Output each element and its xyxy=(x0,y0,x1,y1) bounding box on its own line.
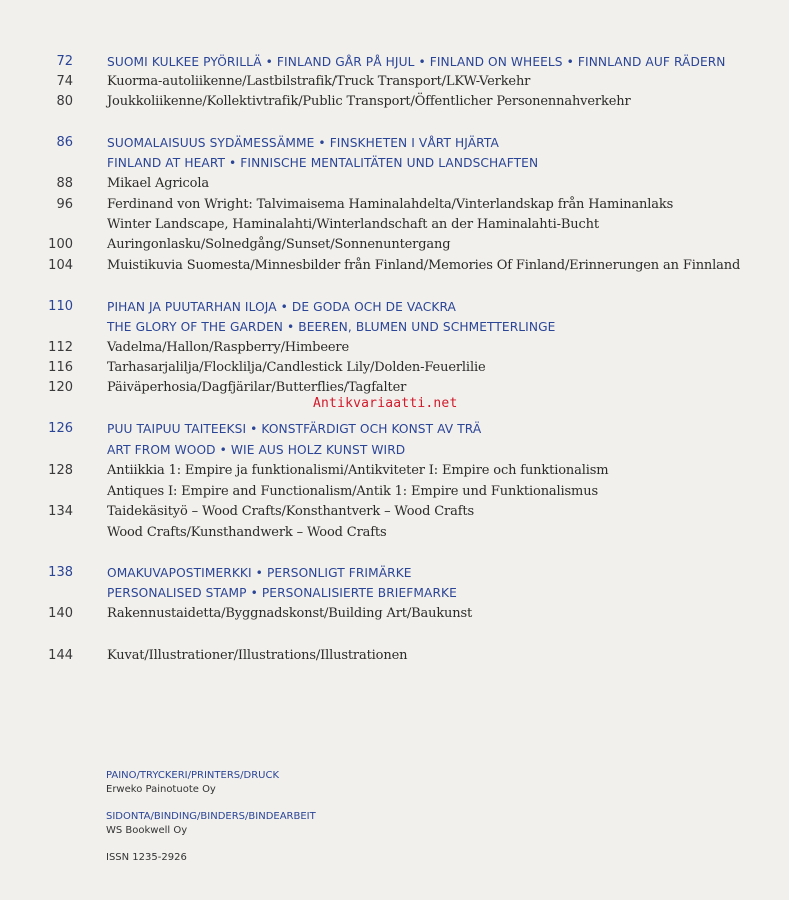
toc-row xyxy=(0,440,789,460)
toc-entry: Vadelma/Hallon/Raspberry/Himbeere xyxy=(107,340,350,355)
page-number: 116 xyxy=(48,360,73,375)
binders-value: WS Bookwell Oy xyxy=(106,825,188,836)
page-number: 80 xyxy=(56,94,73,109)
page-number: 140 xyxy=(48,606,73,621)
page-number: 134 xyxy=(48,504,73,519)
toc-row xyxy=(0,646,789,666)
page-number: 96 xyxy=(56,197,73,212)
page-number: 86 xyxy=(56,135,73,150)
section-heading: OMAKUVAPOSTIMERKKI • PERSONLIGT FRIMÄRKE xyxy=(107,566,412,580)
toc-row xyxy=(0,482,789,502)
page-number: 126 xyxy=(48,421,73,436)
page-number: 112 xyxy=(48,340,73,355)
toc-row xyxy=(0,92,789,112)
section-heading: PIHAN JA PUUTARHAN ILOJA • DE GODA OCH DE VACKRA xyxy=(107,300,456,314)
toc-row xyxy=(0,523,789,543)
toc-row xyxy=(0,174,789,194)
toc-entry: Kuorma-autoliikenne/Lastbilstrafik/Truck Transport/LKW-Verkehr xyxy=(107,74,531,89)
toc-row xyxy=(0,317,789,337)
toc-row xyxy=(0,338,789,358)
toc-row xyxy=(0,133,789,153)
toc-row xyxy=(0,297,789,317)
page-number: 110 xyxy=(48,299,73,314)
toc-entry: Wood Crafts/Kunsthandwerk – Wood Crafts xyxy=(107,525,387,540)
toc-row xyxy=(0,604,789,624)
toc-entry: Auringonlasku/Solnedgång/Sunset/Sonnenuntergang xyxy=(107,237,451,252)
page-number: 72 xyxy=(56,54,73,69)
toc-row xyxy=(0,235,789,255)
printers-label: PAINO/TRYCKERI/PRINTERS/DRUCK xyxy=(106,770,280,781)
toc-entry: Joukkoliikenne/Kollektivtrafik/Public Transport/Öffentlicher Personennahverkehr xyxy=(107,94,631,109)
section-heading: PERSONALISED STAMP • PERSONALISIERTE BRIEFMARKE xyxy=(107,586,457,600)
toc-row xyxy=(0,72,789,92)
page-number: 128 xyxy=(48,463,73,478)
toc-entry: Taidekäsityö – Wood Crafts/Konsthantverk – Wood Crafts xyxy=(107,504,474,519)
toc-entry: Tarhasarjalilja/Flocklilja/Candlestick Lily/Dolden-Feuerlilie xyxy=(107,360,486,375)
section-heading: THE GLORY OF THE GARDEN • BEEREN, BLUMEN UND SCHMETTERLINGE xyxy=(107,320,556,334)
toc-row xyxy=(0,52,789,72)
printers-value: Erweko Painotuote Oy xyxy=(106,784,216,795)
toc-row xyxy=(0,583,789,603)
page-number: 88 xyxy=(56,176,73,191)
section-heading: SUOMALAISUUS SYDÄMESSÄMME • FINSKHETEN I VÅRT HJÄRTA xyxy=(107,136,499,150)
toc-entry: Rakennustaidetta/Byggnadskonst/Building Art/Baukunst xyxy=(107,606,473,621)
toc-row xyxy=(0,378,789,398)
toc-row xyxy=(0,563,789,583)
toc-row xyxy=(0,358,789,378)
toc-entry: Päiväperhosia/Dagfjärilar/Butterflies/Tagfalter xyxy=(107,380,407,395)
watermark: Antikvariaatti.net xyxy=(313,396,458,411)
page-number: 74 xyxy=(56,74,73,89)
page-number: 100 xyxy=(48,237,73,252)
issn: ISSN 1235-2926 xyxy=(106,852,187,863)
section-heading: ART FROM WOOD • WIE AUS HOLZ KUNST WIRD xyxy=(107,443,406,457)
toc-entry: Antiikkia 1: Empire ja funktionalismi/Antikviteter I: Empire och funktionalism xyxy=(107,463,609,478)
toc-row xyxy=(0,153,789,173)
page-number: 120 xyxy=(48,380,73,395)
toc-row xyxy=(0,419,789,439)
toc-row xyxy=(0,461,789,481)
page-number: 104 xyxy=(48,258,73,273)
toc-row xyxy=(0,502,789,522)
toc-entry: Muistikuvia Suomesta/Minnesbilder från Finland/Memories Of Finland/Erinnerungen an Finnland xyxy=(107,258,741,273)
toc-entry: Winter Landscape, Haminalahti/Winterlandschaft an der Haminalahti-Bucht xyxy=(107,217,599,232)
section-heading: PUU TAIPUU TAITEEKSI • KONSTFÄRDIGT OCH KONST AV TRÄ xyxy=(107,422,482,436)
toc-row xyxy=(0,215,789,235)
toc-row xyxy=(0,256,789,276)
toc-entry: Mikael Agricola xyxy=(107,176,209,191)
section-heading: SUOMI KULKEE PYÖRILLÄ • FINLAND GÅR PÅ HJUL • FINLAND ON WHEELS • FINNLAND AUF RÄDERN xyxy=(107,55,726,69)
binders-label: SIDONTA/BINDING/BINDERS/BINDEARBEIT xyxy=(106,811,316,822)
page-number: 138 xyxy=(48,565,73,580)
toc-entry: Ferdinand von Wright: Talvimaisema Haminalahdelta/Vinterlandskap från Haminanlaks xyxy=(107,197,674,212)
toc-entry: Antiques I: Empire and Functionalism/Antik 1: Empire und Funktionalismus xyxy=(107,484,598,499)
toc-row xyxy=(0,195,789,215)
section-heading: FINLAND AT HEART • FINNISCHE MENTALITÄTEN UND LANDSCHAFTEN xyxy=(107,156,539,170)
page-number: 144 xyxy=(48,648,73,663)
toc-entry: Kuvat/Illustrationer/Illustrations/Illustrationen xyxy=(107,648,408,663)
